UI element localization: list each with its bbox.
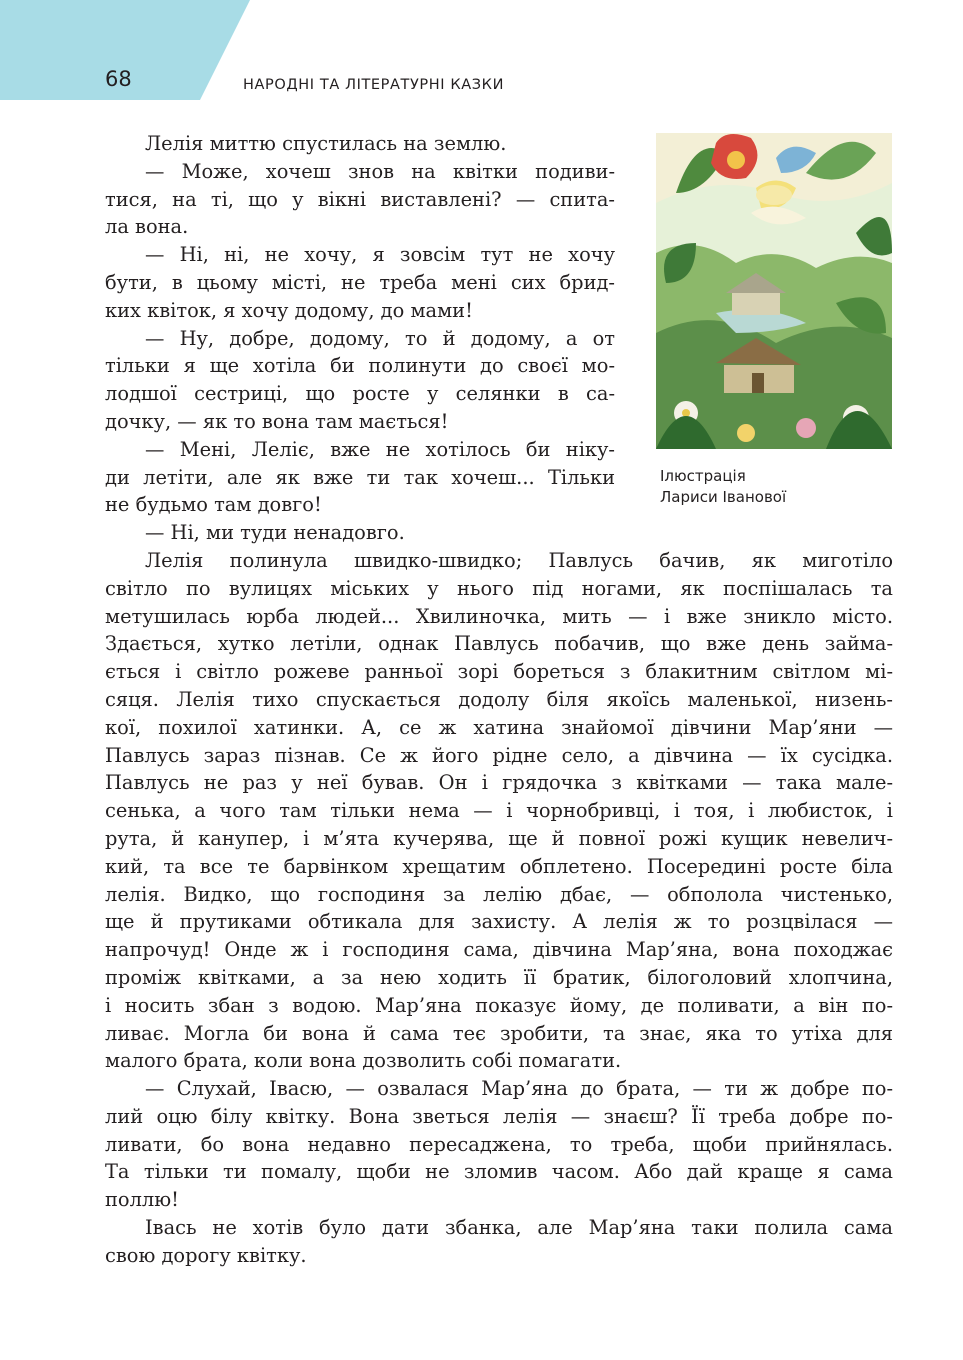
text-line: дочку, — як то вона там мається! (105, 409, 449, 433)
text-line: Та тільки ти помалу, щоби не зломив часом. Або дай краще я сама (105, 1160, 893, 1184)
text-line: Лелія миттю спустилась на землю. (145, 132, 507, 155)
text-line: напрочуд! Онде ж і господиня сама, дівчина Мар’яна, вона походжає (105, 938, 893, 962)
text-line: тися, на ті, що у вікні виставлені? — спита- (105, 187, 615, 211)
text-line: ди летіти, але як вже ти так хочеш... Тільки (105, 465, 615, 489)
text-line: тільки я ще хотіла би полинути до своєї мо- (105, 354, 615, 378)
text-line: сенька, а чого там тільки нема — і чорнобривці, і тоя, і любисток, і (105, 799, 893, 823)
text-line: — Ну, добре, додому, то й додому, а от (145, 326, 615, 350)
caption-line: Ілюстрація (660, 467, 746, 485)
text-line: лелія. Видко, що господиня за лелію дбає, — обполола чистенько, (105, 882, 893, 906)
running-head: НАРОДНІ ТА ЛІТЕРАТУРНІ КАЗКИ (243, 77, 505, 93)
caption-line: Лариси Іванової (660, 488, 787, 506)
text-line: малого брата, коли вона дозволить собі помагати. (105, 1049, 622, 1073)
text-line: ла вона. (105, 215, 189, 239)
text-line: Івась не хотів було дати збанка, але Мар’яна таки полила сама (145, 1216, 893, 1240)
text-line: рута, й канупер, і м’ята кучерява, ще й повної рожі кущик невелич- (105, 826, 893, 850)
text-line: не будьмо там довго! (105, 493, 322, 517)
text-line: ще й прутиками обтикала для захисту. А лелія ж то розцвілася — (105, 910, 893, 934)
page-number: 68 (105, 67, 132, 91)
text-line: Здається, хутко летіли, однак Павлусь побачив, що вже день займа- (105, 632, 893, 656)
text-line: Павлусь зараз пізнав. Се ж його рідне село, а дівчина — їх сусідка. (105, 743, 893, 767)
text-line: кий, та все те барвінком хрещатим обплетено. Посередині росте біла (105, 854, 893, 878)
text-line: бути, в цьому місті, не треба мені сих брид- (105, 270, 615, 294)
text-line: Павлусь не раз у неї бував. Он і грядочка з квітками — така мале- (105, 771, 893, 795)
text-line: Лелія полинула швидко-швидко; Павлусь бачив, як миготіло (145, 548, 893, 572)
text-line: поллю! (105, 1188, 179, 1212)
text-line: світло по вулицях міських у нього під ногами, як поспішалась та (105, 576, 893, 600)
text-line: і носить збан з водою. Мар’яна показує йому, де поливати, а він по- (105, 993, 893, 1017)
text-line: — Ні, ні, не хочу, я зовсім тут не хочу (145, 243, 615, 267)
text-line: лий оцю білу квітку. Вона зветься лелія — знаєш? Її треба добре по- (105, 1104, 893, 1128)
text-line: свою дорогу квітку. (105, 1243, 307, 1267)
text-line: кої, похилої хатинки. А, се ж хатина знайомої дівчини Мар’яни — (105, 715, 893, 739)
text-line: ливає. Могла би вона й сама теє зробити, та знає, яка то утіха для (105, 1021, 893, 1045)
text-line: ється і світло рожеве ранньої зорі бореться з блакитним світлом мі- (105, 660, 893, 684)
text-line: — Мені, Леліє, вже не хотілось би ніку- (145, 437, 615, 461)
story-text (105, 130, 893, 1270)
text-line: проміж квітками, а за нею ходить її братик, білоголовий хлопчина, (105, 965, 893, 989)
text-line: метушилась юрба людей... Хвилиночка, мить — і вже зникло місто. (105, 604, 893, 628)
text-line: лодшої сестриці, що росте у селянки в са- (105, 382, 615, 406)
text-line: ливати, бо вона недавно пересаджена, то треба, щоби прийнялась. (105, 1132, 893, 1156)
text-line: — Може, хочеш знов на квітки подиви- (145, 159, 615, 183)
text-line: — Слухай, Івасю, — озвалася Мар’яна до брата, — ти ж добре по- (145, 1077, 893, 1101)
text-line: — Ні, ми туди ненадовго. (145, 521, 405, 545)
text-line: ких квіток, я хочу додому, до мами! (105, 298, 473, 322)
text-line: сяця. Лелія тихо спускається додолу біля якоїсь маленької, низень- (105, 687, 893, 711)
